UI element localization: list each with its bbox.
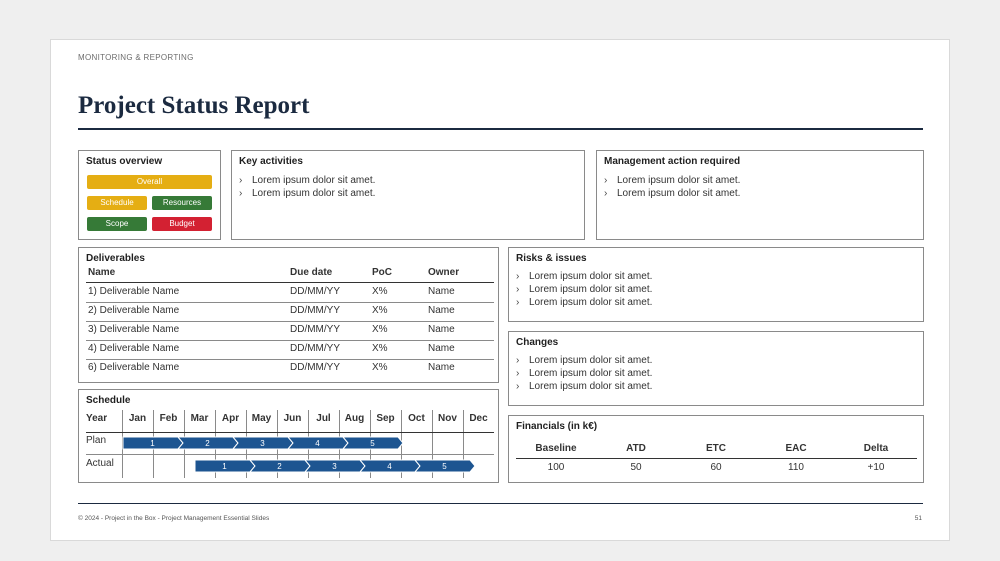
financials-header: Baseline bbox=[535, 443, 577, 454]
chevron-right-icon: › bbox=[516, 271, 520, 282]
schedule-month-label: May bbox=[251, 413, 272, 424]
schedule-month-label: Oct bbox=[408, 413, 425, 424]
changes-title: Changes bbox=[516, 337, 559, 348]
footer-copyright: © 2024 - Project in the Box - Project Management Essential Slides bbox=[78, 515, 270, 522]
chevron-right-icon: › bbox=[604, 188, 608, 199]
risks-panel bbox=[508, 247, 924, 322]
schedule-month-label: Apr bbox=[221, 413, 240, 424]
chevron-right-icon: › bbox=[516, 284, 520, 295]
schedule-month-label: Nov bbox=[438, 413, 457, 424]
table-row-divider bbox=[86, 359, 494, 360]
key-activities-panel bbox=[231, 150, 585, 240]
schedule-year-label: Year bbox=[86, 413, 108, 424]
deliverable-poc: X% bbox=[372, 305, 388, 316]
title-divider bbox=[78, 128, 923, 130]
page-title: Project Status Report bbox=[78, 92, 310, 119]
table-row-divider bbox=[86, 321, 494, 322]
deliverable-due-date: DD/MM/YY bbox=[290, 286, 340, 297]
schedule-plan-label: Plan bbox=[86, 435, 107, 446]
list-item: › Lorem ipsum dolor sit amet. bbox=[516, 355, 653, 366]
status-resources-badge: Resources bbox=[152, 196, 212, 210]
deliverable-poc: X% bbox=[372, 362, 388, 373]
financials-header: ATD bbox=[626, 443, 646, 454]
deliverable-poc: X% bbox=[372, 343, 388, 354]
status-scope-badge: Scope bbox=[87, 217, 147, 231]
schedule-month-label: Sep bbox=[376, 413, 395, 424]
financials-value: 60 bbox=[710, 462, 722, 473]
chevron-right-icon: › bbox=[516, 368, 520, 379]
deliverable-name: 6) Deliverable Name bbox=[88, 362, 180, 373]
deliverable-owner: Name bbox=[428, 305, 455, 316]
deliverable-name: 1) Deliverable Name bbox=[88, 286, 180, 297]
deliverables-panel bbox=[78, 247, 499, 383]
financials-header-rule bbox=[516, 458, 917, 459]
plan-phase-label: 3 bbox=[260, 439, 265, 448]
schedule-month-label: Aug bbox=[344, 413, 365, 424]
deliverables-header-name: Name bbox=[88, 267, 116, 278]
schedule-month-label: Jun bbox=[283, 413, 302, 424]
actual-phase-label: 5 bbox=[442, 462, 447, 471]
actual-phase-label: 2 bbox=[277, 462, 282, 471]
list-item: › Lorem ipsum dolor sit amet. bbox=[604, 175, 741, 186]
table-row-divider bbox=[86, 302, 494, 303]
list-item: › Lorem ipsum dolor sit amet. bbox=[239, 175, 376, 186]
risks-list bbox=[516, 270, 652, 309]
schedule-gantt-bars bbox=[79, 390, 498, 482]
schedule-panel bbox=[78, 389, 499, 483]
list-item: › Lorem ipsum dolor sit amet. bbox=[604, 188, 741, 199]
table-row-divider bbox=[86, 340, 494, 341]
footer-page-number: 51 bbox=[914, 515, 922, 522]
schedule-month-label: Feb bbox=[159, 413, 178, 424]
financials-title: Financials (in k€) bbox=[516, 421, 598, 432]
deliverable-due-date: DD/MM/YY bbox=[290, 324, 340, 335]
deliverable-owner: Name bbox=[428, 343, 455, 354]
financials-panel bbox=[508, 415, 924, 483]
list-item: › Lorem ipsum dolor sit amet. bbox=[239, 188, 376, 199]
chevron-right-icon: › bbox=[516, 355, 520, 366]
deliverable-poc: X% bbox=[372, 324, 388, 335]
deliverables-header-due: Due date bbox=[290, 267, 333, 278]
financials-header: EAC bbox=[785, 443, 807, 454]
deliverable-due-date: DD/MM/YY bbox=[290, 362, 340, 373]
section-label: MONITORING & REPORTING bbox=[78, 53, 194, 62]
schedule-month-label: Mar bbox=[190, 413, 209, 424]
deliverable-due-date: DD/MM/YY bbox=[290, 305, 340, 316]
actual-phase-label: 1 bbox=[222, 462, 227, 471]
key-activities-title: Key activities bbox=[239, 156, 303, 167]
slide bbox=[50, 39, 950, 541]
chevron-right-icon: › bbox=[239, 188, 243, 199]
deliverable-name: 2) Deliverable Name bbox=[88, 305, 180, 316]
deliverable-due-date: DD/MM/YY bbox=[290, 343, 340, 354]
schedule-month-label: Jul bbox=[316, 413, 331, 424]
key-activities-list bbox=[239, 174, 375, 200]
plan-phase-label: 4 bbox=[315, 439, 320, 448]
financials-header: Delta bbox=[863, 443, 889, 454]
schedule-actual-label: Actual bbox=[86, 458, 114, 469]
deliverables-header-rule bbox=[86, 282, 494, 283]
list-item: › Lorem ipsum dolor sit amet. bbox=[516, 368, 653, 379]
chevron-right-icon: › bbox=[516, 381, 520, 392]
status-budget-badge: Budget bbox=[152, 217, 212, 231]
schedule-month-label: Jan bbox=[128, 413, 147, 424]
deliverable-owner: Name bbox=[428, 324, 455, 335]
plan-phase-label: 2 bbox=[205, 439, 210, 448]
financials-value: 50 bbox=[630, 462, 642, 473]
financials-value: 100 bbox=[547, 462, 565, 473]
schedule-title: Schedule bbox=[86, 395, 131, 406]
deliverable-name: 3) Deliverable Name bbox=[88, 324, 180, 335]
list-item: › Lorem ipsum dolor sit amet. bbox=[516, 381, 653, 392]
deliverable-owner: Name bbox=[428, 286, 455, 297]
list-item: › Lorem ipsum dolor sit amet. bbox=[516, 271, 653, 282]
status-overview-title: Status overview bbox=[86, 156, 163, 167]
changes-list bbox=[516, 354, 652, 393]
chevron-right-icon: › bbox=[516, 297, 520, 308]
deliverables-header-poc: PoC bbox=[372, 267, 392, 278]
list-item: › Lorem ipsum dolor sit amet. bbox=[516, 284, 653, 295]
schedule-month-label: Dec bbox=[469, 413, 488, 424]
management-action-list bbox=[604, 174, 740, 200]
status-overview-panel bbox=[78, 150, 221, 240]
deliverable-name: 4) Deliverable Name bbox=[88, 343, 180, 354]
status-schedule-badge: Schedule bbox=[87, 196, 147, 210]
deliverables-title: Deliverables bbox=[86, 253, 145, 264]
financials-header: ETC bbox=[706, 443, 726, 454]
financials-value: +10 bbox=[867, 462, 885, 473]
chevron-right-icon: › bbox=[239, 175, 243, 186]
changes-panel bbox=[508, 331, 924, 406]
management-action-panel bbox=[596, 150, 924, 240]
actual-phase-label: 4 bbox=[387, 462, 392, 471]
footer-divider bbox=[78, 503, 923, 504]
list-item: › Lorem ipsum dolor sit amet. bbox=[516, 297, 653, 308]
deliverable-poc: X% bbox=[372, 286, 388, 297]
deliverables-header-owner: Owner bbox=[428, 267, 460, 278]
management-action-title: Management action required bbox=[604, 156, 741, 167]
status-overall-badge: Overall bbox=[87, 175, 212, 189]
actual-phase-label: 3 bbox=[332, 462, 337, 471]
plan-phase-label: 1 bbox=[150, 439, 155, 448]
plan-phase-label: 5 bbox=[370, 439, 375, 448]
chevron-right-icon: › bbox=[604, 175, 608, 186]
risks-title: Risks & issues bbox=[516, 253, 587, 264]
financials-value: 110 bbox=[788, 462, 804, 473]
deliverable-owner: Name bbox=[428, 362, 455, 373]
